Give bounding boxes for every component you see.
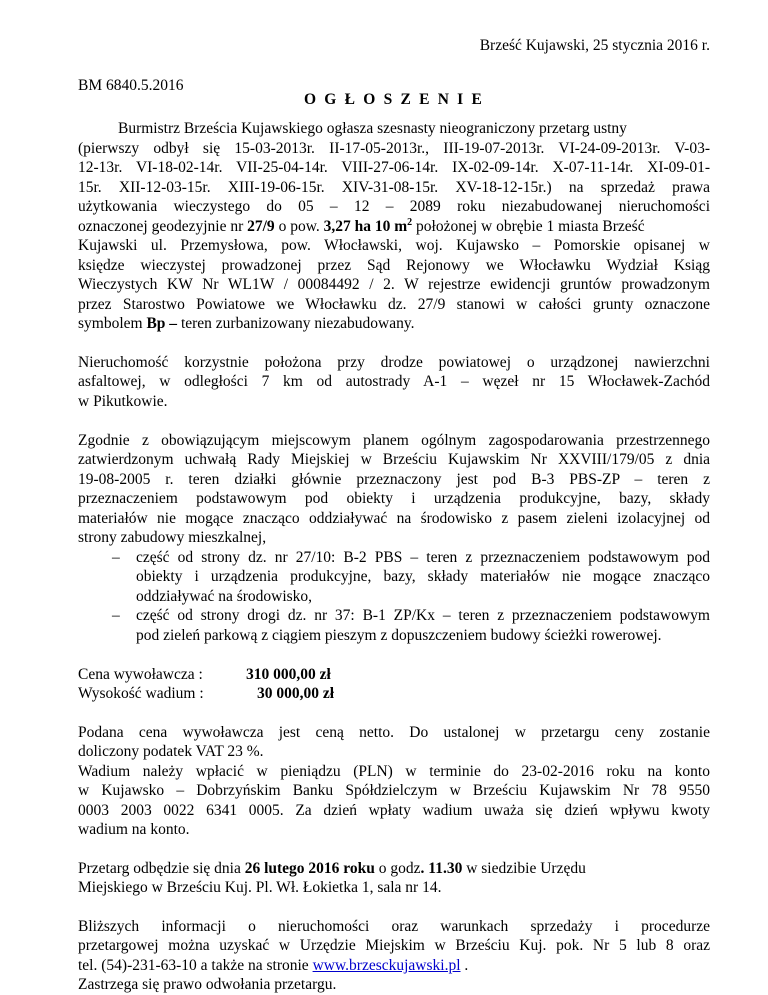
website-link[interactable]: www.brzesckujawski.pl xyxy=(312,957,461,974)
symbol-text: teren zurbanizowany niezabudowany. xyxy=(177,315,415,332)
paragraph-4-line: wadium na konto. xyxy=(78,821,190,838)
contact-line xyxy=(78,956,710,976)
list-item-1-line: oddziaływać na środowisko, xyxy=(136,588,313,605)
plot-text: o pow. xyxy=(274,218,324,235)
symbol-text: symbolem xyxy=(78,315,147,332)
auction-text: Przetarg odbędzie się dnia xyxy=(78,860,245,877)
auction-text: o godz xyxy=(374,860,421,877)
land-symbol: Bp – xyxy=(146,315,178,332)
paragraph-1-line: 12-13r. VI-18-02-14r. VII-25-04-14r. VIII-27-06-14r. IX-02-09-14r. X-07-11-14r. XI-09-01- xyxy=(78,159,710,176)
list-item-2-line: pod zieleń parkową z ciągiem pieszym z dopuszczeniem budowy ścieżki rowerowej. xyxy=(136,627,662,644)
paragraph-1-symbol-line xyxy=(78,314,710,334)
list-bullet-dash: – xyxy=(112,607,120,624)
paragraph-1-line: (pierwszy odbył się 15-03-2013r. II-17-05-2013r., III-19-07-2013r. VI-24-09-2013r. V-03- xyxy=(78,140,710,157)
auction-time: . 11.30 xyxy=(420,860,463,877)
paragraph-1-line: przez Starostwo Powiatowe we Włocławku dz. 27/9 stanowi w całości grunty oznaczone xyxy=(78,296,710,313)
paragraph-3-line: Zgodnie z obowiązującym miejscowym planem ogólnym zagospodarowania przestrzennego xyxy=(78,432,710,449)
paragraph-6-line: przetargowej można uzyskać w Urzędzie Miejskim w Brześciu Kuj. pok. Nr 5 lub 8 oraz xyxy=(78,937,710,954)
document-title: O G Ł O S Z E N I E xyxy=(303,91,485,108)
contact-text: . xyxy=(460,957,469,974)
paragraph-6-line: Bliższych informacji o nieruchomości oraz warunkach sprzedaży i procedurze xyxy=(78,918,710,935)
paragraph-3-line: zatwierdzonym uchwałą Rady Miejskiej w Brześciu Kujawskim Nr XXVIII/179/05 z dnia xyxy=(78,451,710,468)
paragraph-2-line: Nieruchomość korzystnie położona przy drodze powiatowej o urządzonej nawierzchni xyxy=(78,354,710,371)
place-date: Brześć Kujawski, 25 stycznia 2016 r. xyxy=(479,37,710,54)
reference-number: BM 6840.5.2016 xyxy=(78,77,184,94)
plot-area: 3,27 ha 10 m xyxy=(323,218,408,235)
paragraph-1-line: księdze wieczystej prowadzonej przez Sąd Rejonowy we Włocławku Wydział Ksiąg xyxy=(78,257,710,274)
list-item-2-line: część od strony drogi dz. nr 37: B-1 ZP/Kx – teren z przeznaczeniem podstawowym xyxy=(136,607,710,624)
paragraph-4-line: 0003 2003 0022 6341 0005. Za dzień wpłaty wadium uważa się dzień wpływu kwoty xyxy=(78,802,710,819)
auction-text: w siedzibie Urzędu xyxy=(462,860,586,877)
contact-text: tel. (54)-231-63-10 a także na stronie xyxy=(78,957,313,974)
paragraph-1-line: Kujawski ul. Przemysłowa, pow. Włocławski, woj. Kujawsko – Pomorskie opisanej w xyxy=(78,237,710,254)
area-unit-superscript: 2 xyxy=(407,216,413,228)
paragraph-1-line: 15r. XII-12-03-15r. XIII-19-06-15r. XIV-31-08-15r. XV-18-12-15r.) na sprzedaż prawa xyxy=(78,179,710,196)
paragraph-1-line: Burmistrz Brześcia Kujawskiego ogłasza szesnasty nieograniczony przetarg ustny xyxy=(118,120,627,137)
deposit-value: 30 000,00 zł xyxy=(257,685,335,702)
plot-number: 27/9 xyxy=(247,218,275,235)
paragraph-1-plot-line xyxy=(78,217,710,237)
starting-price-value: 310 000,00 zł xyxy=(246,666,331,683)
closing-line: Zastrzega się prawo odwołania przetargu. xyxy=(78,976,337,993)
paragraph-2-line: w Pikutkowie. xyxy=(78,393,168,410)
auction-location-line: Miejskiego w Brześciu Kuj. Pl. Wł. Łokietka 1, sala nr 14. xyxy=(78,879,442,896)
deposit-label: Wysokość wadium : xyxy=(78,685,204,702)
paragraph-3-line: strony zabudowy mieszkalnej, xyxy=(78,529,267,546)
paragraph-4-line: w Kujawsko – Dobrzyńskim Banku Spółdzielczym w Brześciu Kujawskim Nr 78 9550 xyxy=(78,782,710,799)
paragraph-4-line: Wadium należy wpłacić w pieniądzu (PLN) w terminie do 23-02-2016 roku na konto xyxy=(78,763,710,780)
plot-text: oznaczonej geodezyjnie nr xyxy=(78,218,248,235)
list-item-1-line: część od strony dz. nr 27/10: B-2 PBS – teren z przeznaczeniem podstawowym pod xyxy=(136,549,710,566)
list-bullet-dash: – xyxy=(112,549,120,566)
plot-text: położonej w obrębie 1 miasta Brześć xyxy=(412,218,645,235)
paragraph-4-line: Podana cena wywoławcza jest ceną netto. Do ustalonej w przetargu ceny zostanie xyxy=(78,724,710,741)
auction-date-line xyxy=(78,859,710,879)
starting-price-label: Cena wywoławcza : xyxy=(78,666,203,683)
paragraph-2-line: asfaltowej, w odległości 7 km od autostrady A-1 – węzeł nr 15 Włocławek-Zachód xyxy=(78,373,710,390)
list-item-1-line: obiekty i urządzenia produkcyjne, bazy, składy materiałów nie mogące znacząco xyxy=(136,568,710,585)
paragraph-4-line: doliczony podatek VAT 23 %. xyxy=(78,743,264,760)
auction-date: 26 lutego 2016 roku xyxy=(244,860,375,877)
paragraph-3-line: przeznaczeniem podstawowym pod obiekty i urządzenia produkcyjne, bazy, składy xyxy=(78,490,710,507)
paragraph-3-line: materiałów nie mogące znacząco oddziaływać na środowisko z pasem zieleni izolacyjnej od xyxy=(78,510,710,527)
paragraph-1-line: użytkowania wieczystego do 05 – 12 – 2089 roku niezabudowanej nieruchomości xyxy=(78,198,710,215)
paragraph-1-line: Wieczystych KW Nr WL1W / 00084492 / 2. W rejestrze ewidencji gruntów prowadzonym xyxy=(78,276,710,293)
paragraph-3-line: 19-08-2005 r. teren działki głównie przeznaczony jest pod B-3 PBS-ZP – teren z xyxy=(78,471,710,488)
